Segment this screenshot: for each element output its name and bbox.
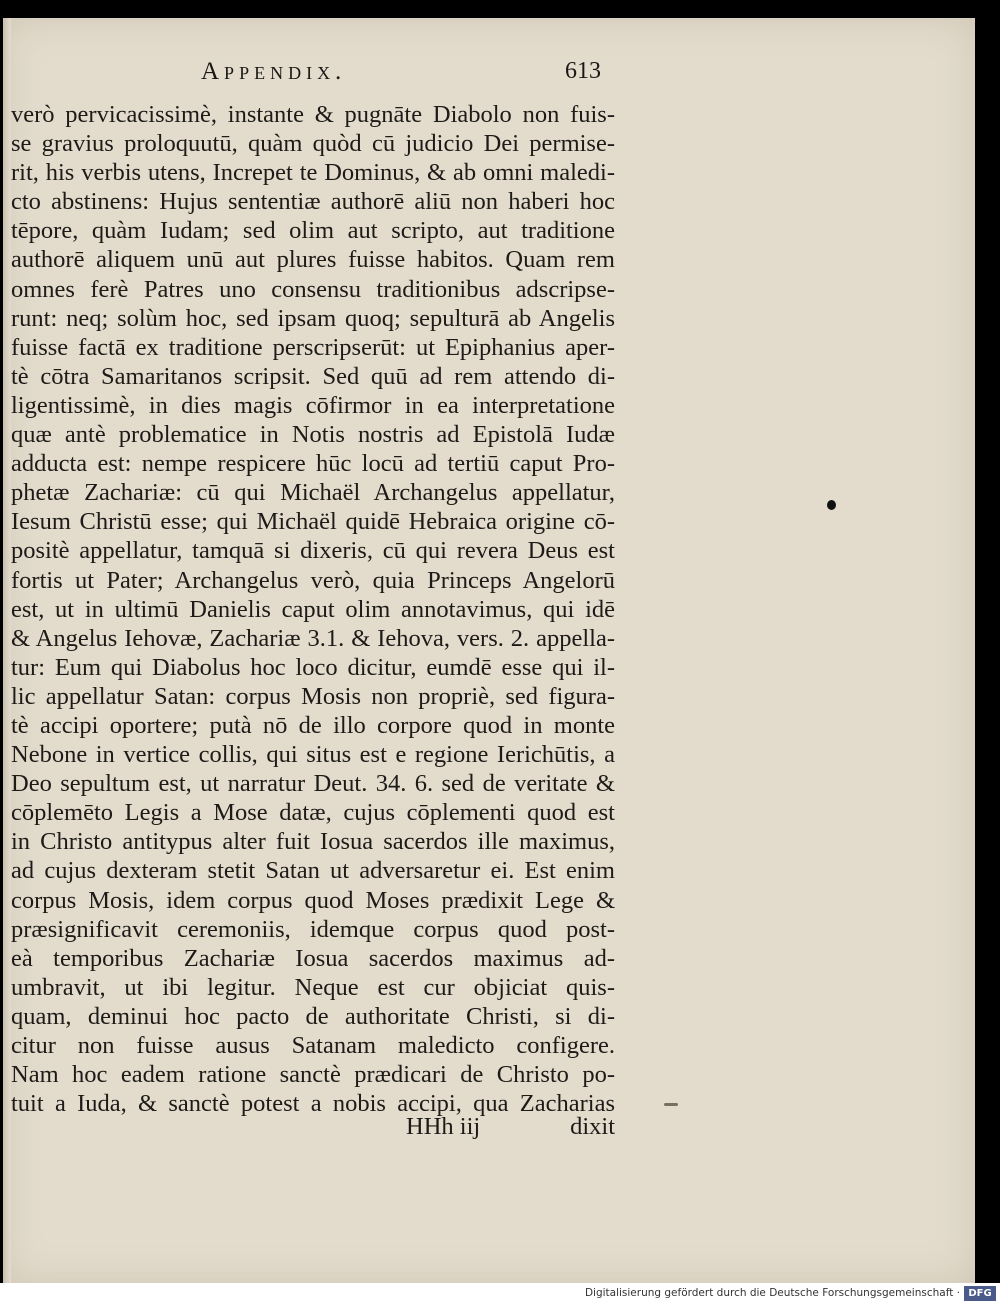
funding-credit: Digitalisierung gefördert durch die Deutsche Forschungsgemeinschaft ·	[584, 1287, 960, 1299]
catchword: dixit	[570, 1113, 615, 1140]
running-head	[201, 58, 601, 98]
text-line: umbravit, ut ibi legitur. Neque est cur objiciat quis-	[11, 973, 615, 1001]
page-number: 613	[565, 58, 601, 84]
text-line: fuisse factā ex traditione perscripserūt: ut Epiphanius aper-	[11, 333, 615, 361]
text-line: adducta est: nempe respicere hūc locū ad tertiū caput Pro-	[11, 450, 615, 478]
text-line: in Christo antitypus alter fuit Iosua sacerdos ille maximus,	[11, 828, 615, 856]
text-line: est, ut in ultimū Danielis caput olim annotavimus, qui idē	[11, 595, 615, 623]
text-line: lic appellatur Satan: corpus Mosis non propriè, sed figura-	[11, 682, 615, 710]
text-line: eà temporibus Zachariæ Iosua sacerdos maximus ad-	[11, 944, 615, 972]
credit-bar	[0, 1283, 1000, 1305]
page-edge	[3, 18, 11, 1283]
text-line: tuit a Iuda, & sanctè potest a nobis accipi, qua Zacharias	[11, 1090, 615, 1118]
text-line: verò pervicacissimè, instante & pugnāte Diabolo non fuis-	[11, 101, 615, 128]
paper-speck	[664, 1103, 678, 1106]
text-line: Deo sepultum est, ut narratur Deut. 34. 6. sed de veritate &	[11, 770, 615, 798]
text-line: phetæ Zachariæ: cū qui Michaël Archangelus appellatur,	[11, 479, 615, 507]
text-line: tè accipi oportere; putà nō de illo corpore quod in monte	[11, 711, 615, 739]
text-line: se gravius proloquutū, quàm quòd cū judicio Dei permise-	[11, 130, 615, 158]
ink-dot	[827, 500, 836, 510]
book-page	[3, 18, 975, 1283]
text-line: tur: Eum qui Diabolus hoc loco dicitur, eumdē esse qui il-	[11, 653, 615, 681]
dfg-logo: DFG	[964, 1286, 996, 1301]
text-line: tēpore, quàm Iudam; sed olim aut scripto, aut traditione	[11, 217, 615, 245]
text-line: cto abstinens: Hujus sententiæ authorē aliū non haberi hoc	[11, 188, 615, 216]
running-head-title: Appendix.	[201, 58, 347, 85]
text-line: authorē aliquem unū aut plures fuisse habitos. Quam rem	[11, 246, 615, 274]
text-line: quæ antè problematice in Notis nostris ad Epistolā Iudæ	[11, 421, 615, 449]
text-line: quam, deminui hoc pacto de authoritate Christi, si di-	[11, 1002, 615, 1030]
body-text	[11, 100, 615, 1118]
text-line: Iesum Christū esse; qui Michaël quidē Hebraica origine cō-	[11, 508, 615, 536]
text-line: fortis ut Pater; Archangelus verò, quia Princeps Angelorū	[11, 566, 615, 594]
text-line: omnes ferè Patres uno consensu traditionibus adscripse-	[11, 275, 615, 303]
page-footer	[398, 1113, 615, 1143]
text-line: runt: neq; solùm hoc, sed ipsam quoq; sepulturā ab Angelis	[11, 304, 615, 332]
text-line: præsignificavit ceremoniis, idemque corpus quod post-	[11, 915, 615, 943]
text-line: ad cujus dexteram stetit Satan ut adversaretur ei. Est enim	[11, 857, 615, 885]
signature-mark: HHh iij	[406, 1113, 481, 1140]
text-line: rit, his verbis utens, Increpet te Dominus, & ab omni maledi-	[11, 159, 615, 187]
text-line: Nam hoc eadem ratione sanctè prædicari de Christo po-	[11, 1061, 615, 1089]
text-line: corpus Mosis, idem corpus quod Moses prædixit Lege &	[11, 886, 615, 914]
text-line: positè appellatur, tamquā si dixeris, cū qui revera Deus est	[11, 537, 615, 565]
text-line: citur non fuisse ausus Satanam maledicto configere.	[11, 1032, 615, 1059]
text-line: tè cōtra Samaritanos scripsit. Sed quū ad rem attendo di-	[11, 362, 615, 390]
text-line: & Angelus Iehovæ, Zachariæ 3.1. & Iehova, vers. 2. appella-	[11, 624, 615, 652]
text-line: cōplemēto Legis a Mose datæ, cujus cōplementi quod est	[11, 799, 615, 827]
text-line: Nebone in vertice collis, qui situs est e regione Ierichūtis, a	[11, 741, 615, 769]
text-line: ligentissimè, in dies magis cōfirmor in ea interpretatione	[11, 391, 615, 419]
